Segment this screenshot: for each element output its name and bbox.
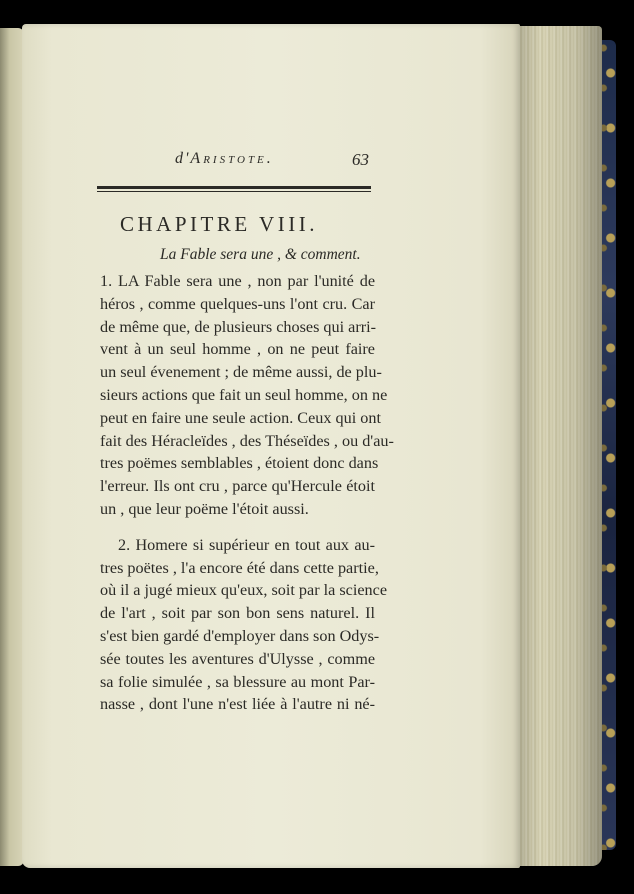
text-line: nasse , dont l'une n'est liée à l'autre ni né- bbox=[100, 695, 375, 714]
text-line-content: Homere si supérieur en tout aux au- bbox=[135, 535, 375, 554]
paragraph-1 bbox=[100, 270, 394, 521]
text-line: s'est bien gardé d'employer dans son Odys- bbox=[100, 626, 380, 645]
text-line bbox=[100, 534, 375, 557]
running-head bbox=[175, 150, 274, 168]
text-line: sée toutes les aventures d'Ulysse , comme bbox=[100, 649, 375, 668]
chapter-subtitle: La Fable sera une , & comment. bbox=[160, 246, 361, 263]
text-line: héros , comme quelques-uns l'ont cru. Car bbox=[100, 294, 375, 313]
page-block-shading bbox=[516, 26, 602, 866]
page-number: 63 bbox=[352, 150, 369, 169]
running-head-prefix: d' bbox=[175, 150, 191, 167]
text-line: de même que, de plusieurs choses qui arri- bbox=[100, 317, 377, 336]
text-line: tres poëtes , l'a encore été dans cette partie, bbox=[100, 558, 379, 577]
text-line: sieurs actions que fait un seul homme, on ne bbox=[100, 385, 388, 404]
chapter-title: CHAPITRE VIII. bbox=[120, 212, 318, 236]
text-line: un , que leur poëme l'étoit aussi. bbox=[100, 499, 309, 518]
paragraph-number: 2. bbox=[118, 535, 131, 554]
text-line: l'erreur. Ils ont cru , parce qu'Hercule étoit bbox=[100, 477, 375, 496]
text-line: fait des Héracleïdes , des Théseïdes , ou d'au- bbox=[100, 431, 394, 450]
header-rule-thin bbox=[97, 191, 371, 192]
paragraph-2 bbox=[100, 534, 388, 716]
text-line: de l'art , soit par son bon sens naturel. Il bbox=[100, 604, 375, 623]
text-line: tres poëmes semblables , étoient donc dans bbox=[100, 454, 379, 473]
facing-page-edge bbox=[0, 28, 24, 866]
text-line: où il a jugé mieux qu'eux, soit par la science bbox=[100, 581, 388, 600]
running-head-title: Aristote. bbox=[190, 150, 274, 167]
text-line: vent à un seul homme , on ne peut faire bbox=[100, 340, 375, 359]
paragraph-number: 1. bbox=[100, 272, 113, 290]
header-rule bbox=[97, 186, 371, 189]
paragraph-gap bbox=[100, 521, 375, 534]
text-line: un seul évenement ; de même aussi, de plu- bbox=[100, 363, 382, 382]
text-line-content: LA Fable sera une , non par l'unité de bbox=[118, 272, 375, 290]
body-text bbox=[100, 270, 394, 716]
text-line: sa folie simulée , sa blessure au mont Par- bbox=[100, 672, 375, 691]
text-line: peut en faire une seule action. Ceux qui ont bbox=[100, 408, 381, 427]
text-line bbox=[100, 270, 375, 293]
